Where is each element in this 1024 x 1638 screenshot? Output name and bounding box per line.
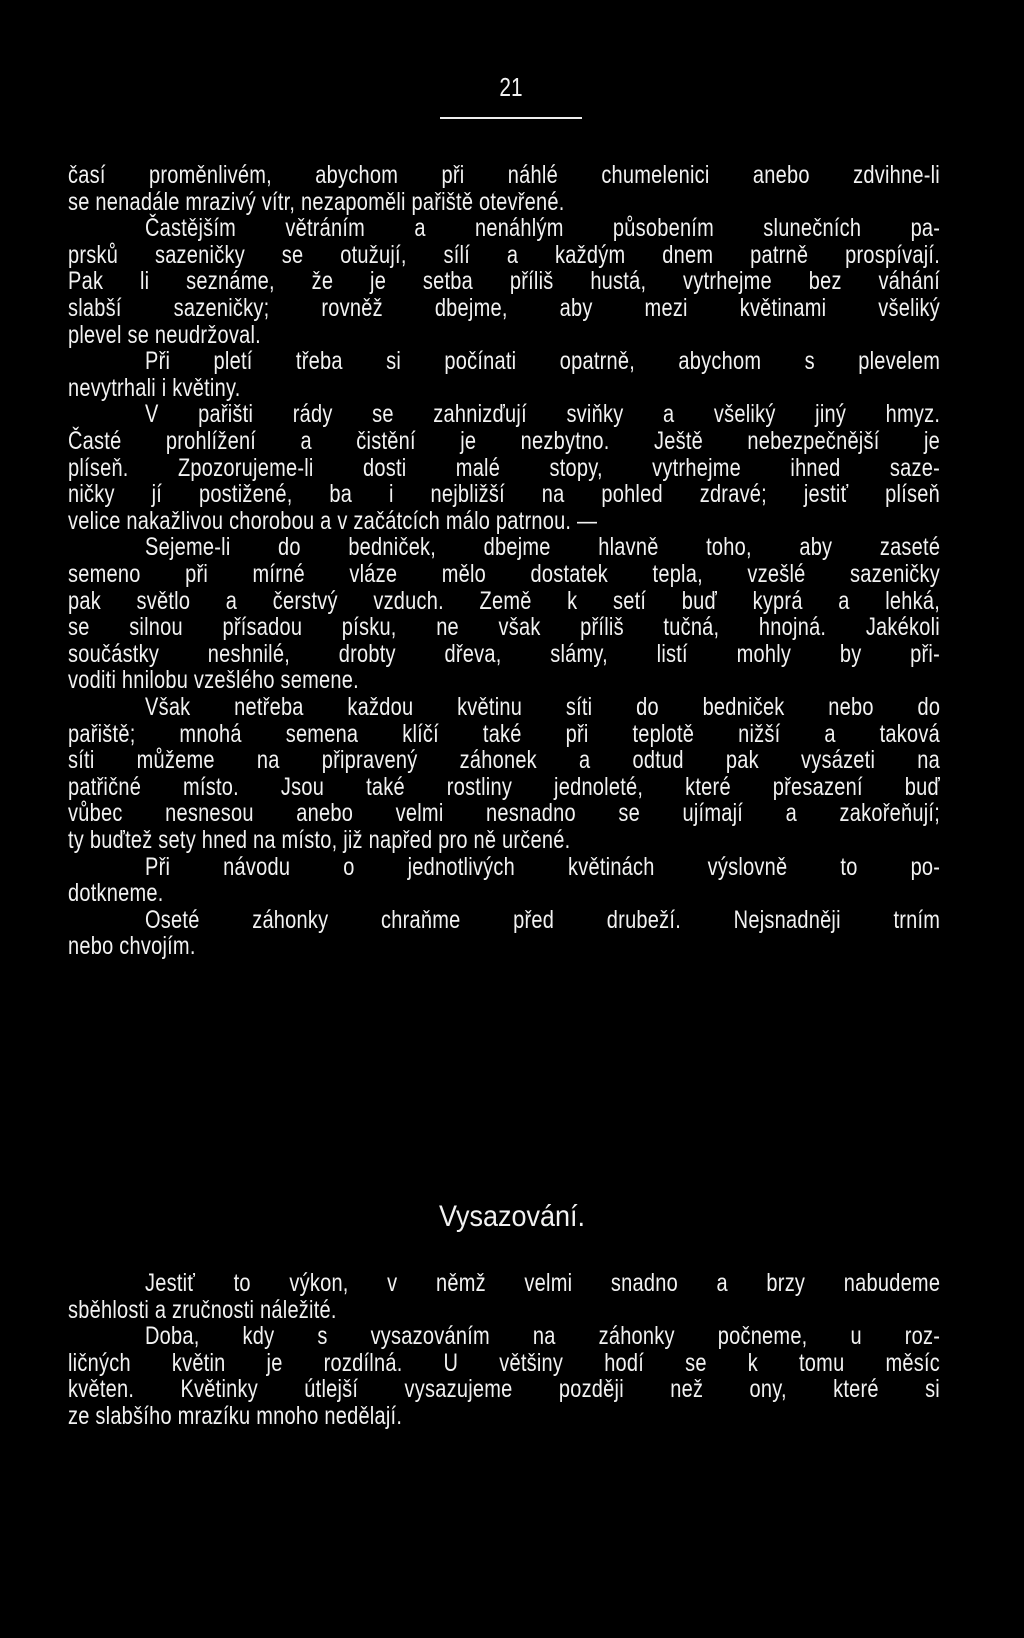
text-line: ničky jí postižené, ba i nejbližší na pohled zdravé; jestiť plíseň bbox=[68, 480, 940, 509]
text-line: ličných květin je rozdílná. U většiny hodí se k tomu měsíc bbox=[68, 1348, 940, 1377]
text-line: síti můžeme na připravený záhonek a odtud pak vysázeti na bbox=[68, 746, 940, 775]
text-line: součástky neshnilé, drobty dřeva, slámy, listí mohly by při- bbox=[68, 639, 940, 668]
text-line: Jestiť to výkon, v němž velmi snadno a brzy nabudeme bbox=[145, 1269, 941, 1297]
text-line: voditi hnilobu vzešlého semene. bbox=[68, 666, 359, 695]
text-line: Pak li seznáme, že je setba příliš hustá, vytrhejme bez váhání bbox=[68, 267, 940, 296]
text-line: se silnou přísadou písku, ne však příliš tučná, hnojná. Jakékoli bbox=[68, 613, 940, 642]
text-line: prsků sazeničky se otužují, sílí a každým dnem patrně prospívají. bbox=[68, 240, 940, 269]
text-line: V pařišti rády se zahnizďují sviňky a všeliký jiný hmyz. bbox=[145, 400, 941, 429]
text-line: pařiště; mnohá semena klíčí také při teplotě nižší a taková bbox=[68, 719, 940, 748]
text-line: nebo chvojím. bbox=[68, 932, 196, 961]
text-line: Při pletí třeba si počínati opatrně, abychom s plevelem bbox=[145, 347, 941, 376]
text-line: Častějším větráním a nenáhlým působením slunečních pa- bbox=[145, 214, 941, 243]
text-line: Sejeme-li do bedniček, dbejme hlavně toho, aby zaseté bbox=[145, 533, 941, 562]
text-line: Doba, kdy s vysazováním na záhonky počneme, u roz- bbox=[145, 1322, 941, 1351]
page-number-rule bbox=[440, 117, 582, 119]
text-line: velice nakažlivou chorobou a v začátcích málo patrnou. — bbox=[68, 506, 598, 535]
text-line: Časté prohlížení a čistění je nezbytno. Ještě nebezpečnější je bbox=[68, 427, 940, 455]
text-line: ty buďtež sety hned na místo, již napřed pro ně určené. bbox=[68, 826, 571, 854]
section-heading: Vysazování. bbox=[438, 1200, 586, 1233]
text-line: Při návodu o jednotlivých květinách výslovně to po- bbox=[145, 852, 941, 881]
text-line: Však netřeba každou květinu síti do bedniček nebo do bbox=[145, 693, 941, 721]
text-line: nevytrhali i květiny. bbox=[68, 373, 241, 402]
text-line: se nenadále mrazivý vítr, nezapoměli pařiště otevřené. bbox=[68, 187, 565, 216]
text-line: ze slabšího mrazíku mnoho nedělají. bbox=[68, 1402, 403, 1430]
text-line: časí proměnlivém, abychom při náhlé chumelenici anebo zdvihne-li bbox=[68, 161, 940, 189]
page-number: 21 bbox=[499, 72, 523, 102]
text-line: plevel se neudržoval. bbox=[68, 320, 261, 349]
text-line: patřičné místo. Jsou také rostliny jednoleté, které přesazení buď bbox=[68, 772, 940, 801]
text-line: plíseň. Zpozorujeme-li dosti malé stopy, vytrhejme ihned saze- bbox=[68, 453, 940, 482]
text-line: květen. Květinky útlejší vysazujeme později než ony, které si bbox=[68, 1375, 940, 1404]
text-line: Oseté záhonky chraňme před drubeží. Nejsnadněji trním bbox=[145, 905, 941, 934]
text-line: dotkneme. bbox=[68, 879, 164, 908]
text-line: slabší sazeničky; rovněž dbejme, aby mezi květinami všeliký bbox=[68, 294, 940, 322]
text-line: pak světlo a čerstvý vzduch. Země k setí buď kyprá a lehká, bbox=[68, 586, 940, 615]
text-line: sběhlosti a zručnosti náležité. bbox=[68, 1295, 337, 1324]
text-line: vůbec nesnesou anebo velmi nesnadno se ujímají a zakořeňují; bbox=[68, 799, 940, 828]
text-line: semeno při mírné vláze mělo dostatek tepla, vzešlé sazeničky bbox=[68, 560, 940, 588]
